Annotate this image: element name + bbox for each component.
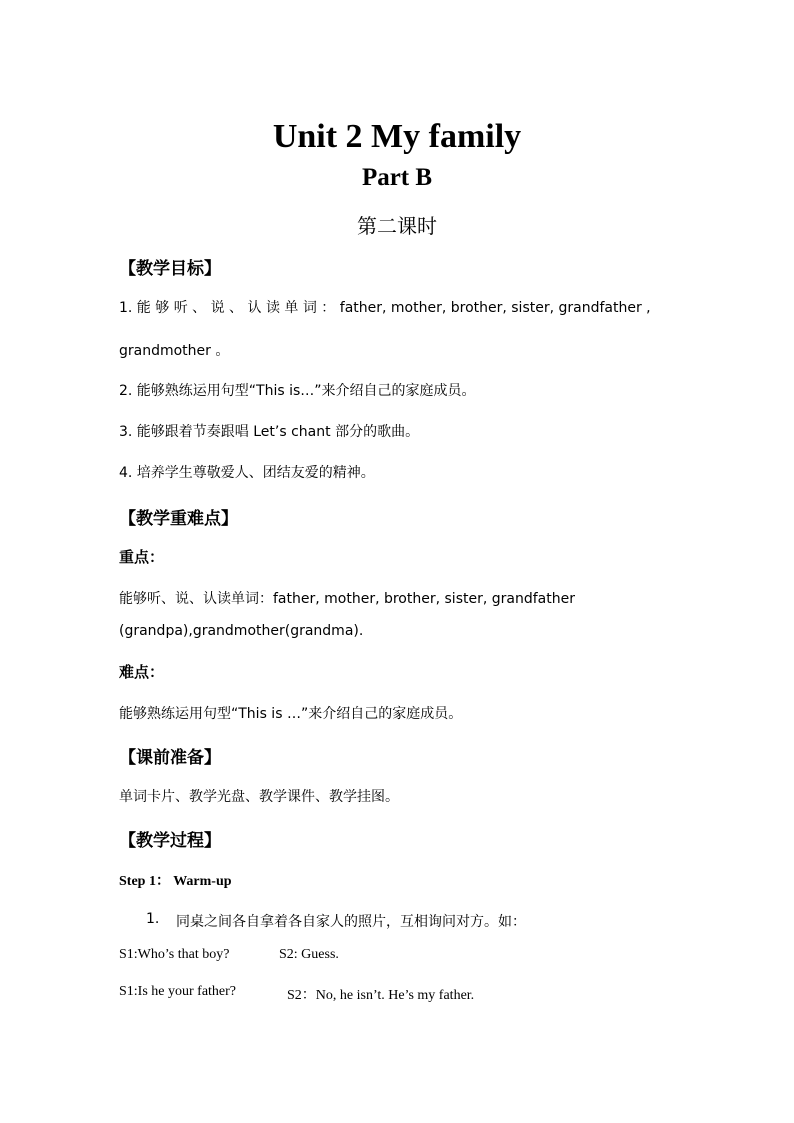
- preparation-text: 单词卡片、教学光盘、教学课件、教学挂图。: [119, 789, 399, 805]
- list-number: 1.: [146, 911, 160, 927]
- list-item-text: 同桌之间各自拿着各自家人的照片，互相询问对方。如：: [176, 914, 526, 930]
- objective-item: 3. 能够跟着节奏跟唱 Let’s chant 部分的歌曲。: [119, 424, 420, 440]
- lesson-label: 第二课时: [357, 214, 437, 238]
- page-title: Unit 2 My family: [272, 118, 522, 155]
- difficult-label: 难点：: [119, 663, 165, 681]
- key-line: 能够听、说、认读单词：father, mother, brother, sister, grandfather: [119, 591, 575, 607]
- objectives-heading: 【教学目标】: [119, 259, 221, 279]
- dialog-line-b: S2: Guess.: [279, 947, 339, 962]
- difficult-line: 能够熟练运用句型“This is …”来介绍自己的家庭成员。: [119, 706, 463, 722]
- dialog-line-a: S1:Is he your father?: [119, 984, 237, 999]
- objective-item: 1. 能 够 听 、 说 、 认 读 单 词 ： father, mother, brother, sister, grandfather ,: [119, 300, 651, 316]
- objective-item: grandmother 。: [119, 343, 230, 359]
- dialog-line-b: S2：No, he isn’t. He’s my father.: [287, 988, 475, 1003]
- objective-item: 4. 培养学生尊敬爱人、团结友爱的精神。: [119, 465, 375, 481]
- key-points-heading: 【教学重难点】: [119, 509, 238, 529]
- objective-item: 2. 能够熟练运用句型“This is…”来介绍自己的家庭成员。: [119, 383, 476, 399]
- page-subtitle: Part B: [361, 164, 433, 191]
- process-heading: 【教学过程】: [119, 831, 221, 851]
- step-heading: Step 1： Warm-up: [119, 874, 232, 889]
- preparation-heading: 【课前准备】: [119, 748, 221, 768]
- key-line: (grandpa),grandmother(grandma).: [119, 623, 364, 639]
- key-label: 重点：: [119, 548, 165, 566]
- dialog-line-a: S1:Who’s that boy?: [119, 947, 230, 962]
